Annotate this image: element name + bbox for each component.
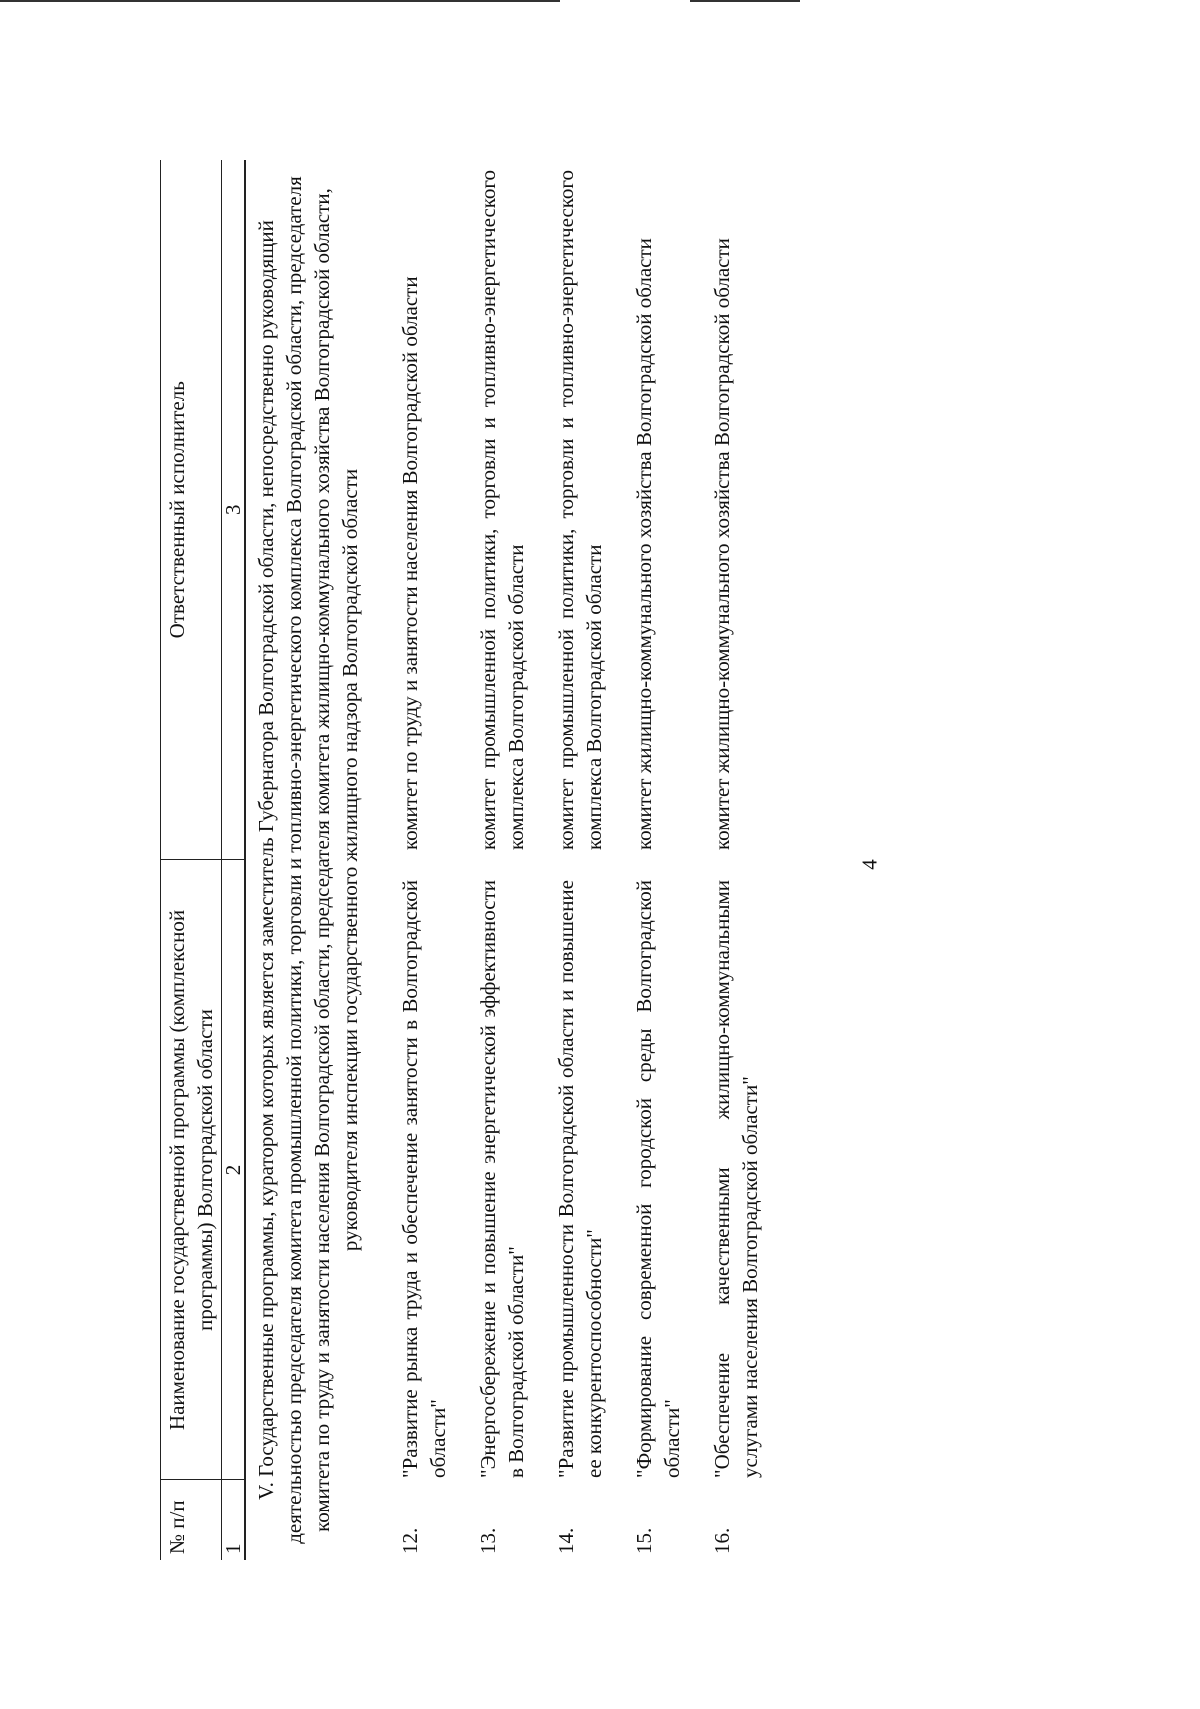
header-number: № п/п [161, 1480, 222, 1560]
scan-edge-line-right [690, 0, 800, 2]
table-row [608, 160, 686, 1560]
row-number: 15. [632, 1527, 656, 1554]
section-row [245, 160, 374, 1560]
table-row [686, 160, 764, 1560]
program-name: "Энергосбережение и повышение энергетической эффективности в Волгоградской области" [476, 880, 528, 1478]
rotated-page-content [160, 160, 1030, 1560]
row-number: 14. [554, 1527, 578, 1554]
column-number-2: 2 [222, 860, 246, 1480]
program-name: "Обеспечение качественными жилищно-коммунальными услугами населения Волгоградской области" [710, 880, 762, 1478]
column-number-3: 3 [222, 160, 246, 860]
page-number: 4 [857, 859, 882, 870]
responsible-executor: комитет жилищно-коммунального хозяйства Волгоградской области [632, 238, 656, 850]
program-name: "Развитие промышленности Волгоградской области и повышение ее конкурентоспособности" [554, 880, 606, 1478]
header-responsible: Ответственный исполнитель [161, 160, 222, 860]
responsible-executor: комитет промышленной политики, торговли и топливно-энергетического комплекса Волгоградской области [554, 170, 606, 850]
row-number: 16. [710, 1527, 734, 1554]
responsible-executor: комитет жилищно-коммунального хозяйства Волгоградской области [710, 238, 734, 850]
responsible-executor: комитет промышленной политики, торговли и топливно-энергетического комплекса Волгоградской области [476, 170, 528, 850]
program-name: "Развитие рынка труда и обеспечение занятости в Волгоградской области" [398, 880, 450, 1478]
table-row [374, 160, 452, 1560]
column-number-1: 1 [222, 1480, 246, 1560]
section-heading: V. Государственные программы, куратором которых является заместитель Губернатора Волгоградской области, непосредственно руководящий деятельностью председателя комитета промышленной политики, торговли и топливно-энергетического комплекса Волгоградской области, председателя комитета по труду и занятости населения Волгоградской области, председателя комитета жилищно-коммунального хозяйства Волгоградской области, руководителя инспекции государственного жилищного надзора Волгоградской области [254, 176, 362, 1544]
table-header-row [161, 160, 222, 1560]
column-number-row [222, 160, 246, 1560]
header-program-name: Наименование государственной программы (комплексной программы) Волгоградской области [161, 860, 222, 1480]
table-row [530, 160, 608, 1560]
scan-edge-line-left [0, 0, 560, 2]
table-row [452, 160, 530, 1560]
row-number: 13. [476, 1527, 500, 1554]
programs-table [160, 160, 764, 1560]
responsible-executor: комитет по труду и занятости населения Волгоградской области [398, 276, 422, 850]
program-name: "Формирование современной городской среды Волгоградской области" [632, 880, 684, 1478]
row-number: 12. [398, 1527, 422, 1554]
